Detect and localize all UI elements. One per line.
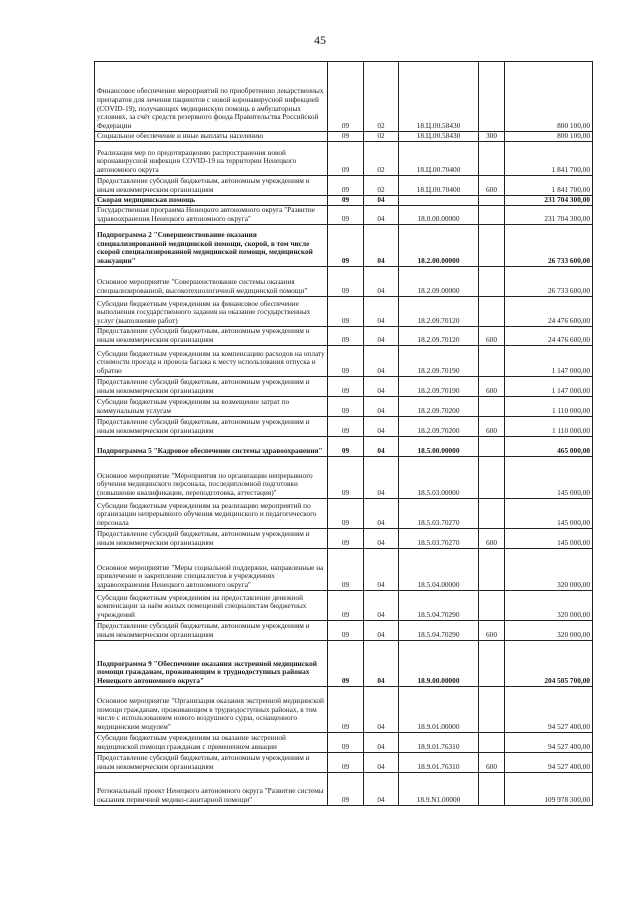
row-section-code: 09 — [328, 196, 364, 206]
row-name: Предоставление субсидий бюджетным, автономным учреждениям и иным некоммерческим организациям — [95, 327, 328, 346]
row-section-code: 09 — [328, 206, 364, 225]
row-target-article: 18.5.04.70290 — [399, 621, 479, 641]
row-subsection-code: 04 — [364, 196, 399, 206]
row-amount: 320 000,00 — [505, 591, 593, 621]
row-target-article: 18.5.00.00000 — [399, 437, 479, 457]
row-name: Субсидии бюджетным учреждениям на компенсацию расходов на оплату стоимости проезда и провоза багажа к месту использования отпуска и обратно — [95, 346, 328, 377]
row-expense-type — [479, 62, 505, 132]
row-subsection-code: 04 — [364, 733, 399, 753]
table-row — [95, 437, 593, 457]
row-expense-type — [479, 397, 505, 417]
row-amount: 145 000,00 — [505, 457, 593, 499]
row-section-code: 09 — [328, 297, 364, 327]
row-subsection-code: 02 — [364, 62, 399, 132]
row-name: Субсидии бюджетным учреждениям на предоставление денежной компенсации за наём жилых помещений специалистам бюджетных учреждений — [95, 591, 328, 621]
row-expense-type — [479, 206, 505, 225]
row-section-code: 09 — [328, 142, 364, 176]
row-target-article — [399, 196, 479, 206]
row-expense-type: 600 — [479, 377, 505, 397]
row-amount: 26 733 600,00 — [505, 225, 593, 267]
row-target-article: 18.5.04.70290 — [399, 591, 479, 621]
row-subsection-code: 04 — [364, 346, 399, 377]
row-target-article: 18.9.01.00000 — [399, 687, 479, 733]
table-row — [95, 591, 593, 621]
table-row — [95, 206, 593, 225]
row-subsection-code: 04 — [364, 297, 399, 327]
row-section-code: 09 — [328, 457, 364, 499]
table-row — [95, 297, 593, 327]
row-target-article: 18.2.09.70200 — [399, 417, 479, 437]
row-expense-type: 300 — [479, 132, 505, 142]
row-expense-type: 600 — [479, 417, 505, 437]
row-target-article: 18.9.00.00000 — [399, 641, 479, 687]
row-target-article: 18.Ц.00.58430 — [399, 132, 479, 142]
row-amount: 231 704 300,00 — [505, 206, 593, 225]
row-expense-type — [479, 437, 505, 457]
row-name: Предоставление субсидий бюджетным, автономным учреждениям и иным некоммерческим организациям — [95, 621, 328, 641]
row-target-article: 18.2.09.00000 — [399, 267, 479, 297]
row-expense-type — [479, 346, 505, 377]
table-row — [95, 327, 593, 346]
row-target-article: 18.5.03.00000 — [399, 457, 479, 499]
row-name: Реализация мер по предотвращению распространения новой коронавирусной инфекции COVID-19 на территории Ненецкого автономного округа — [95, 142, 328, 176]
row-expense-type: 600 — [479, 753, 505, 773]
row-amount: 231 704 300,00 — [505, 196, 593, 206]
row-name: Предоставление субсидий бюджетным, автономным учреждениям и иным некоммерческим организациям — [95, 417, 328, 437]
table-row — [95, 417, 593, 437]
table-row — [95, 687, 593, 733]
row-subsection-code: 04 — [364, 753, 399, 773]
row-expense-type: 600 — [479, 621, 505, 641]
row-amount: 1 841 700,00 — [505, 142, 593, 176]
row-name: Государственная программа Ненецкого автономного округа "Развитие здравоохранения Ненецкого автономного округа" — [95, 206, 328, 225]
table-row — [95, 176, 593, 196]
row-amount: 94 527 400,00 — [505, 753, 593, 773]
row-section-code: 09 — [328, 753, 364, 773]
row-target-article: 18.Ц.00.70400 — [399, 176, 479, 196]
row-section-code: 09 — [328, 346, 364, 377]
row-section-code: 09 — [328, 733, 364, 753]
row-expense-type — [479, 549, 505, 591]
row-expense-type — [479, 641, 505, 687]
row-section-code: 09 — [328, 62, 364, 132]
row-name: Финансовое обеспечение мероприятий по приобретению лекарственных препаратов для лечения пациентов с новой коронавирусной инфекцией (COVID-19), получающих медицинскую помощь в амбулаторных условиях, за счёт средств резервного фонда Правительства Российской Федерации — [95, 62, 328, 132]
row-expense-type: 600 — [479, 327, 505, 346]
row-name: Региональный проект Ненецкого автономного округа "Развитие системы оказания первичной медико-санитарной помощи" — [95, 773, 328, 806]
row-subsection-code: 04 — [364, 591, 399, 621]
row-amount: 26 733 600,00 — [505, 267, 593, 297]
row-section-code: 09 — [328, 591, 364, 621]
row-expense-type — [479, 733, 505, 753]
row-name: Скорая медицинская помощь — [95, 196, 328, 206]
row-amount: 1 147 000,00 — [505, 346, 593, 377]
row-target-article: 18.5.03.70270 — [399, 499, 479, 529]
row-amount: 465 000,00 — [505, 437, 593, 457]
row-target-article: 18.9.01.76310 — [399, 753, 479, 773]
row-subsection-code: 04 — [364, 397, 399, 417]
row-amount: 24 476 600,00 — [505, 297, 593, 327]
row-expense-type — [479, 499, 505, 529]
table-row — [95, 773, 593, 806]
row-amount: 94 527 400,00 — [505, 687, 593, 733]
row-subsection-code: 04 — [364, 437, 399, 457]
row-target-article: 18.9.01.76310 — [399, 733, 479, 753]
row-amount: 204 505 700,00 — [505, 641, 593, 687]
row-section-code: 09 — [328, 499, 364, 529]
row-expense-type — [479, 142, 505, 176]
table-row — [95, 377, 593, 397]
row-name: Предоставление субсидий бюджетным, автономным учреждениям и иным некоммерческим организациям — [95, 377, 328, 397]
table-row — [95, 529, 593, 549]
row-subsection-code: 04 — [364, 621, 399, 641]
row-name: Предоставление субсидий бюджетным, автономным учреждениям и иным некоммерческим организациям — [95, 529, 328, 549]
page-number: 45 — [314, 33, 326, 47]
row-name: Подпрограмма 9 "Обеспечение оказания экстренной медицинской помощи гражданам, проживающим в труднодоступных районах Ненецкого автономного округа" — [95, 641, 328, 687]
row-expense-type — [479, 225, 505, 267]
budget-table — [94, 61, 593, 806]
row-amount: 800 100,00 — [505, 132, 593, 142]
row-section-code: 09 — [328, 267, 364, 297]
row-expense-type — [479, 267, 505, 297]
row-section-code: 09 — [328, 225, 364, 267]
row-subsection-code: 04 — [364, 225, 399, 267]
row-name: Основное мероприятие "Мероприятия по организации непрерывного обучения медицинского персонала, последипломной подготовки (повышение квалификации, переподготовка, аттестация)" — [95, 457, 328, 499]
row-amount: 1 841 700,00 — [505, 176, 593, 196]
row-expense-type — [479, 297, 505, 327]
row-section-code: 09 — [328, 417, 364, 437]
row-section-code: 09 — [328, 176, 364, 196]
row-amount: 145 000,00 — [505, 499, 593, 529]
row-name: Основное мероприятие "Совершенствование системы оказания специализированной, высокотехнологичной медицинской помощи" — [95, 267, 328, 297]
row-target-article: 18.2.09.70190 — [399, 346, 479, 377]
row-amount: 320 000,00 — [505, 621, 593, 641]
row-subsection-code: 04 — [364, 267, 399, 297]
row-name: Основное мероприятие "Организация оказания экстренной медицинской помощи гражданам, проживающим в труднодоступных районах, в том числе с использованием нового воздушного судна, оснащенного медицинским модулем" — [95, 687, 328, 733]
row-name: Подпрограмма 2 "Совершенствование оказания специализированной медицинской помощи, скорой, в том числе скорой специализированной медицинской помощи, медицинской эвакуации" — [95, 225, 328, 267]
table-row — [95, 457, 593, 499]
row-subsection-code: 04 — [364, 773, 399, 806]
row-name: Основное мероприятие "Меры социальной поддержки, направленные на привлечение и закрепление специалистов в учреждениях здравоохранения Ненецкого автономного округа" — [95, 549, 328, 591]
row-expense-type — [479, 196, 505, 206]
table-row — [95, 549, 593, 591]
row-name: Субсидии бюджетным учреждениям на реализацию мероприятий по организации непрерывного обучения медицинского и педагогического персонала — [95, 499, 328, 529]
row-section-code: 09 — [328, 687, 364, 733]
row-subsection-code: 04 — [364, 377, 399, 397]
table-row — [95, 753, 593, 773]
row-subsection-code: 02 — [364, 142, 399, 176]
table-row — [95, 142, 593, 176]
row-subsection-code: 04 — [364, 417, 399, 437]
row-expense-type — [479, 687, 505, 733]
row-subsection-code: 04 — [364, 327, 399, 346]
table-row — [95, 733, 593, 753]
row-section-code: 09 — [328, 132, 364, 142]
row-amount: 24 476 600,00 — [505, 327, 593, 346]
row-subsection-code: 02 — [364, 132, 399, 142]
row-amount: 1 110 000,00 — [505, 417, 593, 437]
row-amount: 109 978 300,00 — [505, 773, 593, 806]
row-subsection-code: 04 — [364, 499, 399, 529]
row-section-code: 09 — [328, 549, 364, 591]
budget-table-body — [95, 62, 593, 806]
row-section-code: 09 — [328, 621, 364, 641]
row-target-article: 18.9.N1.00000 — [399, 773, 479, 806]
row-target-article: 18.5.04.00000 — [399, 549, 479, 591]
row-target-article: 18.0.00.00000 — [399, 206, 479, 225]
row-section-code: 09 — [328, 377, 364, 397]
row-section-code: 09 — [328, 327, 364, 346]
row-section-code: 09 — [328, 529, 364, 549]
row-subsection-code: 04 — [364, 457, 399, 499]
row-name: Предоставление субсидий бюджетным, автономным учреждениям и иным некоммерческим организациям — [95, 753, 328, 773]
row-subsection-code: 04 — [364, 206, 399, 225]
row-name: Предоставление субсидий бюджетным, автономным учреждениям и иным некоммерческим организациям — [95, 176, 328, 196]
row-name: Субсидии бюджетным учреждениям на оказание экстренной медицинской помощи гражданам с применением авиации — [95, 733, 328, 753]
row-section-code: 09 — [328, 641, 364, 687]
row-section-code: 09 — [328, 437, 364, 457]
table-row — [95, 397, 593, 417]
row-target-article: 18.2.09.70200 — [399, 397, 479, 417]
row-target-article: 18.Ц.00.58430 — [399, 62, 479, 132]
row-target-article: 18.5.03.70270 — [399, 529, 479, 549]
row-section-code: 09 — [328, 397, 364, 417]
row-amount: 1 147 000,00 — [505, 377, 593, 397]
row-name: Социальное обеспечение и иные выплаты населению — [95, 132, 328, 142]
table-row — [95, 499, 593, 529]
row-expense-type — [479, 591, 505, 621]
row-target-article: 18.2.00.00000 — [399, 225, 479, 267]
table-row — [95, 267, 593, 297]
row-amount: 1 110 000,00 — [505, 397, 593, 417]
row-subsection-code: 04 — [364, 549, 399, 591]
row-target-article: 18.2.09.70120 — [399, 297, 479, 327]
row-subsection-code: 04 — [364, 641, 399, 687]
row-expense-type — [479, 773, 505, 806]
row-subsection-code: 04 — [364, 687, 399, 733]
table-row — [95, 225, 593, 267]
row-amount: 800 100,00 — [505, 62, 593, 132]
row-expense-type: 600 — [479, 176, 505, 196]
row-subsection-code: 02 — [364, 176, 399, 196]
row-amount: 94 527 400,00 — [505, 733, 593, 753]
row-expense-type: 600 — [479, 529, 505, 549]
row-section-code: 09 — [328, 773, 364, 806]
row-amount: 320 000,00 — [505, 549, 593, 591]
row-expense-type — [479, 457, 505, 499]
table-row — [95, 621, 593, 641]
row-amount: 145 000,00 — [505, 529, 593, 549]
row-target-article: 18.2.09.70120 — [399, 327, 479, 346]
table-row — [95, 641, 593, 687]
row-name: Субсидии бюджетным учреждениям на возмещение затрат по коммунальным услугам — [95, 397, 328, 417]
page-bottom-margin — [0, 848, 640, 905]
table-row — [95, 346, 593, 377]
row-name: Субсидии бюджетным учреждениям на финансовое обеспечение выполнения государственного задания на оказание государственных услуг (выполнение работ) — [95, 297, 328, 327]
row-name: Подпрограмма 5 "Кадровое обеспечение системы здравоохранения" — [95, 437, 328, 457]
row-subsection-code: 04 — [364, 529, 399, 549]
row-target-article: 18.2.09.70190 — [399, 377, 479, 397]
table-row — [95, 132, 593, 142]
table-row — [95, 196, 593, 206]
table-row — [95, 62, 593, 132]
row-target-article: 18.Ц.00.70400 — [399, 142, 479, 176]
